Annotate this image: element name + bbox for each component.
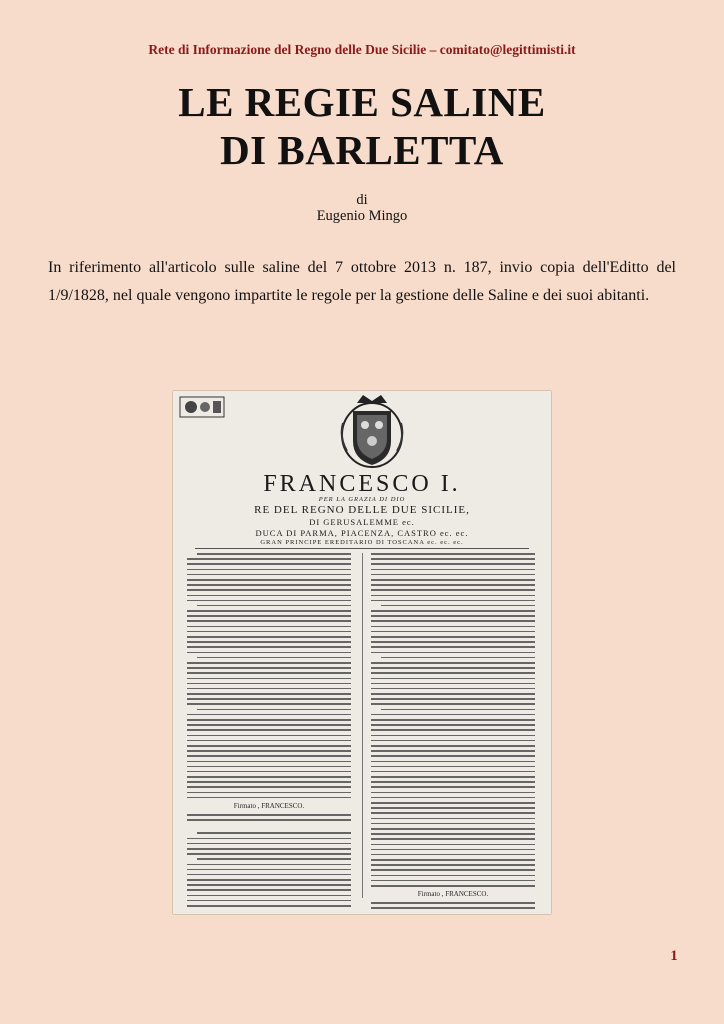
page-number: 1 — [670, 948, 678, 964]
edict-signature-right: Firmato , FRANCESCO. — [417, 890, 489, 899]
edict-divider — [195, 548, 529, 549]
title-line-2: DI BARLETTA — [220, 127, 504, 173]
edict-column-right — [371, 553, 535, 911]
edict-signature-left: Firmato , FRANCESCO. — [233, 802, 305, 810]
coat-of-arms-icon — [339, 393, 405, 469]
intro-paragraph: In riferimento all'articolo sulle saline del 7 ottobre 2013 n. 187, invio copia dell'Editto del 1/9/1828, nel quale vengono impartite le regole per la gestione delle Saline e dei suoi abitanti. — [48, 259, 676, 304]
by-label: di — [356, 192, 368, 208]
title-line-1: LE REGIE SALINE — [178, 79, 546, 125]
edict-column-left — [187, 553, 351, 911]
edict-king-line: RE DEL REGNO DELLE DUE SICILIE, — [254, 504, 470, 516]
corner-emblem-icon — [179, 395, 225, 419]
edict-king-name: FRANCESCO I. — [263, 471, 461, 497]
network-header: Rete di Informazione del Regno delle Due Sicilie – comitato@legittimisti.it — [148, 42, 576, 57]
edict-duke-line: DUCA DI PARMA, PIACENZA, CASTRO ec. ec. — [255, 528, 469, 538]
edict-column-divider — [362, 553, 363, 898]
edict-prince-line: GRAN PRINCIPE EREDITARIO DI TOSCANA ec. ec. ec. — [260, 539, 464, 546]
article-title — [0, 78, 724, 174]
author-name: Eugenio Mingo — [316, 208, 408, 224]
edict-grace-line: PER LA GRAZIA DI DIO — [318, 496, 406, 503]
edict-jerusalem-line: DI GERUSALEMME ec. — [309, 517, 415, 527]
edict-image — [173, 391, 551, 914]
